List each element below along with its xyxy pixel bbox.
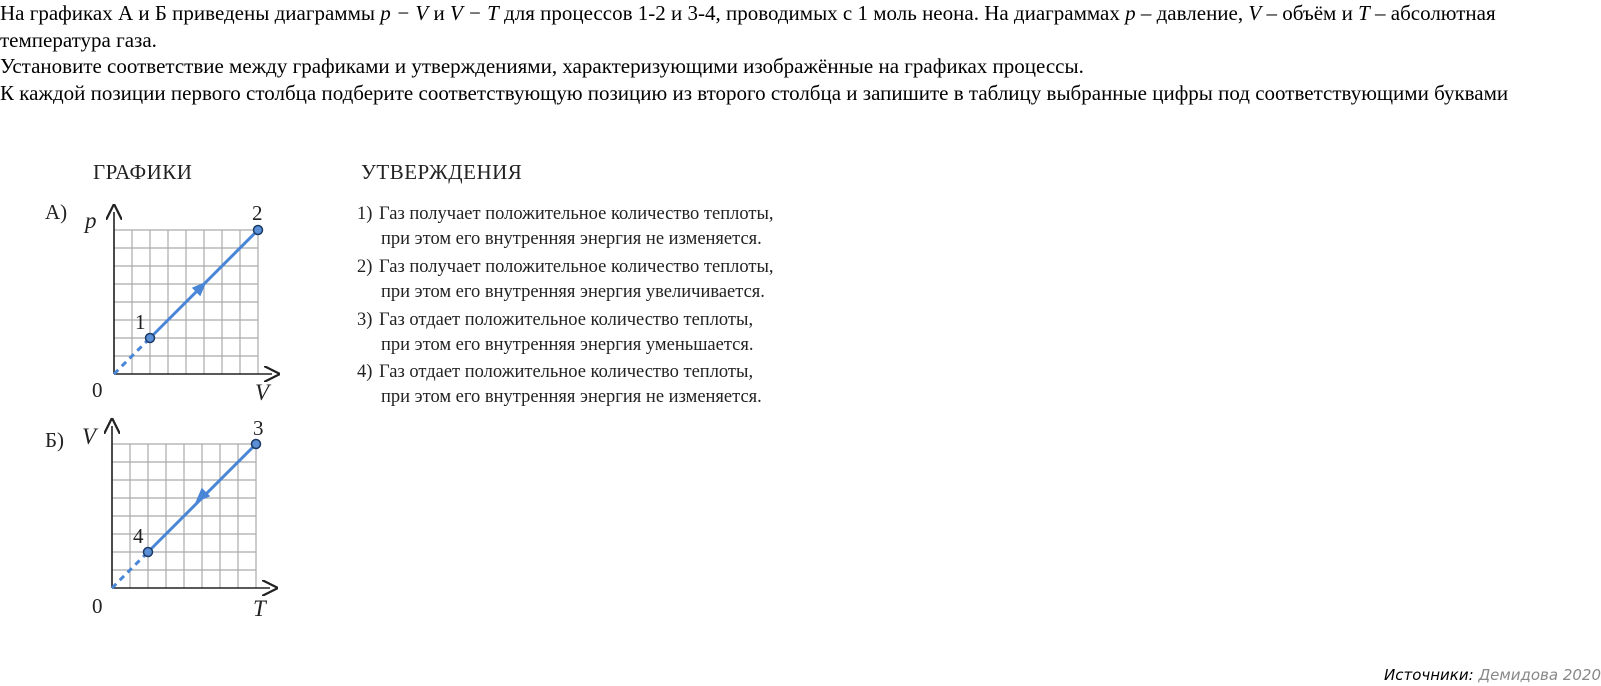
statements-heading: УТВЕРЖДЕНИЯ [361,160,523,184]
graph-a-origin: 0 [92,378,103,402]
math-V: V [1248,1,1262,25]
math-pV: p − V [380,1,429,25]
graph-b-y-label: V [82,424,97,449]
statement-3: 3) Газ отдает положительное количество теплоты, при этом его внутренняя энергия уменьшается. [357,310,754,355]
graph-a-point-1-label: 1 [135,310,146,334]
task-paragraph-2: Установите соответствие между графиками и утверждениями, характеризующими изображённые на графиках процессы. [0,54,1084,78]
source-label: Источники: [1384,666,1474,684]
graph-a-point-2-label: 2 [252,201,263,225]
statement-1: 1) Газ получает положительное количество теплоты, при этом его внутренняя энергия не изменяется. [357,204,774,249]
graph-a-point-2 [254,226,263,235]
graph-b-point-3 [252,440,261,449]
graph-a-letter: А) [45,200,68,224]
task-paragraph-1: На графиках А и Б приведены диаграммы p − V и V − T для процессов 1-2 и 3-4, проводимых с 1 моль неона. На диаграммах p – давление, V – объём и T – абсолютная температура газа. [0,1,1496,52]
statement-4: 4) Газ отдает положительное количество теплоты, при этом его внутренняя энергия не изменяется. [357,362,762,407]
graph-b-point-4-label: 4 [133,524,144,548]
graph-b-origin: 0 [92,594,103,618]
math-T: T [1358,1,1370,25]
graph-a [83,201,272,405]
graph-a-x-label: V [255,380,270,405]
graph-b-x-label: T [253,596,266,621]
graph-b-letter: Б) [45,428,65,452]
graph-b-point-3-label: 3 [253,416,264,440]
graph-b-point-4 [144,548,153,557]
graph-a-y-label: p [85,208,97,233]
task-paragraph-3: К каждой позиции первого столбца подберите соответствующую позицию из второго столбца и запишите в таблицу выбранные цифры под соответствующими буквами [0,80,1509,105]
graph-a-point-1 [146,334,155,343]
graph-b [82,416,270,621]
graphs-heading: ГРАФИКИ [93,160,193,184]
math-VT: V − T [449,1,499,25]
source-attribution [1384,666,1601,684]
math-p: p [1125,1,1136,25]
statement-2: 2) Газ получает положительное количество теплоты, при этом его внутренняя энергия увеличивается. [357,257,774,302]
source-link[interactable]: Демидова 2020 [1478,666,1601,684]
